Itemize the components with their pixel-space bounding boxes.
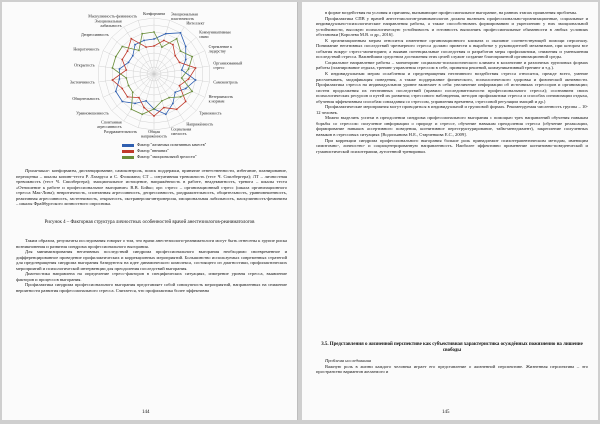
series-point bbox=[125, 77, 127, 79]
series-point bbox=[127, 50, 129, 52]
paragraph: К индивидуальным мерам ослабления и предотвращения негативного воздействия стресса относятся, прежде всего, умение рассчитывать, модификация поведения, а также поддержание физического, психологического здоровья и физической активности. Профилактика стресса на индивидуальном уровне включает в себя: увеличение информации об источниках стрессоров и организации; систем продолжения их негативных последствий (правило последовательности профессионального стресса); осознанием своих психологических ресурсов и путей их развития; стрессового наблюдения, методов профилактики стресса и способах оптимизации отдыха, обучения эффективным способам совладания со стрессом, управления временем, стрессовой регуляции эмоций и др.) bbox=[316, 71, 588, 104]
paragraph: Можно выделить успехи в преодолении синдрома профессионального выгорания с помощью трех направлений обучения навыкам борьбы со стрессом: получение информации о природе и стрессе, обучение навыкам преодоления стресса (обучение релаксации, формирование навыков ассертивного поведения, когнитивное переструктурирование, тайм-менеджмент), закрепление полученных навыков в стрессовых ситуациях [Водопьянова Н.Е., Старченкова Е.С., 2009]. bbox=[316, 115, 588, 138]
series-point bbox=[132, 55, 134, 57]
series-point bbox=[143, 40, 145, 42]
series-point bbox=[115, 56, 117, 58]
series-point bbox=[134, 103, 136, 105]
series-point bbox=[180, 32, 182, 34]
paragraph: Важную роль в жизни каждого человека играет его представление о жизненной перспективе. Жизненная перспектива – это пространство вариантов желаемого и bbox=[316, 363, 588, 375]
paragraph: Диагностика направлена на определение стресс-факторов в специфических ситуациях, измерение уровня стресса, выявление факторов и процессов выгорания. bbox=[16, 271, 287, 282]
series-point bbox=[179, 62, 181, 64]
series-point bbox=[172, 103, 174, 105]
axis-label: Эмоциональная лабильность bbox=[94, 18, 122, 28]
axis-label: Социальная смелость bbox=[170, 126, 192, 136]
series-point bbox=[153, 45, 155, 47]
series-point bbox=[188, 78, 190, 80]
series-point bbox=[138, 50, 140, 52]
series-point bbox=[145, 46, 147, 48]
series-point bbox=[132, 91, 134, 93]
series-point bbox=[161, 100, 163, 102]
series-point bbox=[174, 55, 176, 57]
series-point bbox=[181, 69, 183, 71]
series-point bbox=[191, 91, 193, 93]
series-point bbox=[141, 33, 143, 35]
figure-note bbox=[16, 168, 287, 207]
paragraph: Профилактика СПВ у врачей анестезиологов-реаниматологов должна включать профессионально-организационные, социальные и индивидуально-психологические направления работы, а также способствовать формированию и укреплению у них эмоциональной устойчивости, высокую психологическую устойчивость и готовность выполнять профессиональные обязанности в любых условиях обстановки [Королева М.В. и др., 2016]. bbox=[316, 15, 588, 38]
series-point bbox=[141, 113, 143, 115]
legend-swatch bbox=[122, 150, 134, 153]
series-point bbox=[165, 33, 167, 35]
legend-label: Фактор "внешних" bbox=[137, 148, 169, 153]
axis-label: Застенчивость bbox=[69, 79, 95, 85]
series-point bbox=[185, 46, 187, 48]
series-point bbox=[174, 91, 176, 93]
series-point bbox=[121, 88, 123, 90]
section-heading: 3.5. Представления о жизненной перспективе как субъективная характеристика осуждённых пожизненно на лишение свободы bbox=[321, 342, 583, 353]
legend-item bbox=[122, 154, 206, 160]
axis-label: Депрессивность bbox=[80, 31, 109, 37]
axis-label: Интеллект bbox=[186, 20, 205, 26]
legend-swatch bbox=[122, 144, 134, 147]
axis-label: Общительность bbox=[72, 96, 100, 102]
axis-label: Тревожность bbox=[199, 110, 222, 116]
radar-chart bbox=[12, 4, 296, 156]
series-point bbox=[180, 96, 182, 98]
axis-label: Напряжённость bbox=[186, 121, 214, 127]
page-number: 145 bbox=[442, 410, 450, 415]
axis-label: Невротичность bbox=[73, 46, 100, 52]
series-point bbox=[128, 85, 130, 87]
axis-label: Общая напряжённость bbox=[140, 129, 168, 139]
series-point bbox=[121, 59, 123, 61]
series-point bbox=[153, 31, 155, 33]
series-point bbox=[121, 101, 123, 103]
series-point bbox=[112, 79, 114, 81]
series-point bbox=[176, 38, 178, 40]
paragraph: Для минимизирования негативных последствий синдрома профессионального выгорания необходимо своевременное и дифференцированное проведение профилактических и коррекционных мероприятий. Большинство используемых современных стратегий для предотвращения синдрома выгорания базируются на идее динамического комплекса, состоящего из диагностики, профилактических мероприятий и психологической интервенции для преодоления последствий выгорания. bbox=[16, 249, 287, 271]
axis-label: Открытость bbox=[74, 62, 95, 68]
series-point bbox=[163, 40, 165, 42]
paragraph: При коррекции синдрома профессионального выгорания больше роль принадлежит психотерапевтическим методам, имеющим симптомно-, личностно- и социоцентрированную направленность. Наиболее эффективно применение когнитивно-поведенческой и гуманистической психотерапии, аутогенной тренировки. bbox=[316, 137, 588, 154]
series-point bbox=[128, 62, 130, 64]
series-point bbox=[180, 50, 182, 52]
legend-swatch bbox=[122, 156, 134, 159]
series-point bbox=[115, 91, 117, 93]
figure-title: Рисунок 4 – Факторная структура личностных особенностей врачей анестезиологов-реаниматологов bbox=[44, 220, 255, 225]
series-point bbox=[185, 59, 187, 61]
right-page bbox=[302, 2, 598, 420]
axis-label: Организованный стресс bbox=[213, 60, 243, 70]
series-point bbox=[119, 68, 121, 70]
legend-label: Фактор "эмоциональной зрелости" bbox=[137, 154, 197, 159]
left-body bbox=[16, 238, 287, 293]
axis-label: Стремление к лидерству bbox=[208, 44, 233, 54]
axis-label: Спонтанная агрессивность bbox=[97, 119, 122, 129]
paragraph: Социальное направление работы – мониторинг социально-психологического климата в коллективе и различных групповых формах работы (планирование отдыха, тренинг управления стрессом в себе, принятия решений, коммуникативный тренинг и т.д.). bbox=[316, 59, 588, 71]
axis-label: Коммуникативные связи bbox=[199, 29, 231, 40]
series-point bbox=[191, 56, 193, 58]
paragraph: Профилактика синдрома профессионального выгорания представляет собой совокупность мероприятий, направленных на снижение вероятности развития профессионального стресса. Считается, что профилактика более эффективна bbox=[16, 282, 287, 293]
series-point bbox=[119, 78, 121, 80]
series-point bbox=[163, 107, 165, 109]
series-point bbox=[179, 85, 181, 87]
series-point bbox=[161, 46, 163, 48]
series-point bbox=[185, 88, 187, 90]
series-point bbox=[172, 44, 174, 46]
left-page bbox=[2, 2, 298, 420]
paragraph: Таким образом, результаты исследования говорят о том, что врачи анестезиологи-реаниматологи могут быть отнесены к группе риска возникновения и развития синдрома профессионального выгорания. bbox=[16, 238, 287, 249]
figure-note-label: Примечание: bbox=[25, 168, 51, 173]
series-point bbox=[134, 44, 136, 46]
series-point bbox=[112, 67, 114, 69]
series-point bbox=[195, 79, 197, 81]
right-section-body bbox=[316, 358, 588, 375]
series-point bbox=[195, 67, 197, 69]
chart-legend bbox=[122, 142, 206, 160]
series-point bbox=[185, 101, 187, 103]
legend-label: Фактор "желаемых позитивных качеств" bbox=[137, 142, 207, 147]
series-point bbox=[165, 113, 167, 115]
page-number: 144 bbox=[142, 410, 150, 415]
axis-label: Эмоциональная пластичность bbox=[170, 11, 198, 21]
axis-label: Маскулинность-феминность bbox=[88, 13, 138, 19]
figure-note-text: конформизм, дистанцирование, самоконтроль, поиск поддержки, принятие ответственности, избегание, планирование, переоценка – шкалы копинг-теста Р. Лазаруса и С. Фолкмана; СТ – ситуативная тревожность (тест Ч. Спилбергера); ЛТ – личностная тревожность (тест Ч. Спилбергера); эмоциональное истощение, напряжённость в работе, неадекватность, тревога – шкалы теста «Отношение к работе и профессиональное выгорание» В.В. Бойко; орг. стресс – организационный стресс (шкала организационного стресса Мак-Лина); невротичность, спонтанная агрессивность, депрессивность, раздражительность, общительность, уравновешенность, реактивная агрессивность, застенчивость, открытость, экстраверсия-интроверсия, эмоциональная лабильность, маскулинность-феминизм – шкалы Фрайбургского личностного опросника. bbox=[16, 168, 287, 207]
series-point bbox=[145, 100, 147, 102]
series-point bbox=[181, 77, 183, 79]
axis-label: Раздражительность bbox=[103, 128, 138, 134]
series-point bbox=[153, 115, 155, 117]
axis-label: Уравновешенность bbox=[76, 110, 109, 116]
series-point bbox=[130, 38, 132, 40]
axis-label: Самоконтроль bbox=[213, 79, 238, 85]
series-point bbox=[143, 107, 145, 109]
series-point bbox=[176, 108, 178, 110]
paragraph: К организационным мерам относится изменение организационного климата и оказание соответствующей помощи персоналу. Понимание негативных последствий чрезмерного стресса должно привести к выработке у руководителей механизмов, при котором все события вокруг стресс-мониторинг, а выявив потенциальные последствия и разработав меры профилактики, снижения и уменьшения последствий стресса. Важнейшим средством достижения этих целей служит создание благоприятной организационной среды. bbox=[316, 37, 588, 60]
paragraph: Профилактические мероприятия могут проводиться в индивидуальной и групповой формах. Рекомендуемая численность группы – 10-12 человек. bbox=[316, 104, 588, 115]
subheading: Проблема исследования bbox=[325, 358, 371, 363]
right-body bbox=[316, 10, 588, 154]
paragraph: в форме воздействия на условия и причины, вызывающие профессиональное выгорание, на ранних этапах проявления проблемы. bbox=[325, 10, 578, 15]
series-point bbox=[121, 46, 123, 48]
series-point bbox=[188, 68, 190, 70]
axis-label: Нетерпимость к нормам bbox=[208, 93, 234, 104]
series-point bbox=[153, 108, 155, 110]
series-point bbox=[127, 96, 129, 98]
series-point bbox=[130, 108, 132, 110]
series-point bbox=[125, 69, 127, 71]
series-point bbox=[138, 97, 140, 99]
series-point bbox=[153, 38, 155, 40]
axis-label: Конформизм bbox=[143, 11, 165, 17]
series-point bbox=[168, 97, 170, 99]
